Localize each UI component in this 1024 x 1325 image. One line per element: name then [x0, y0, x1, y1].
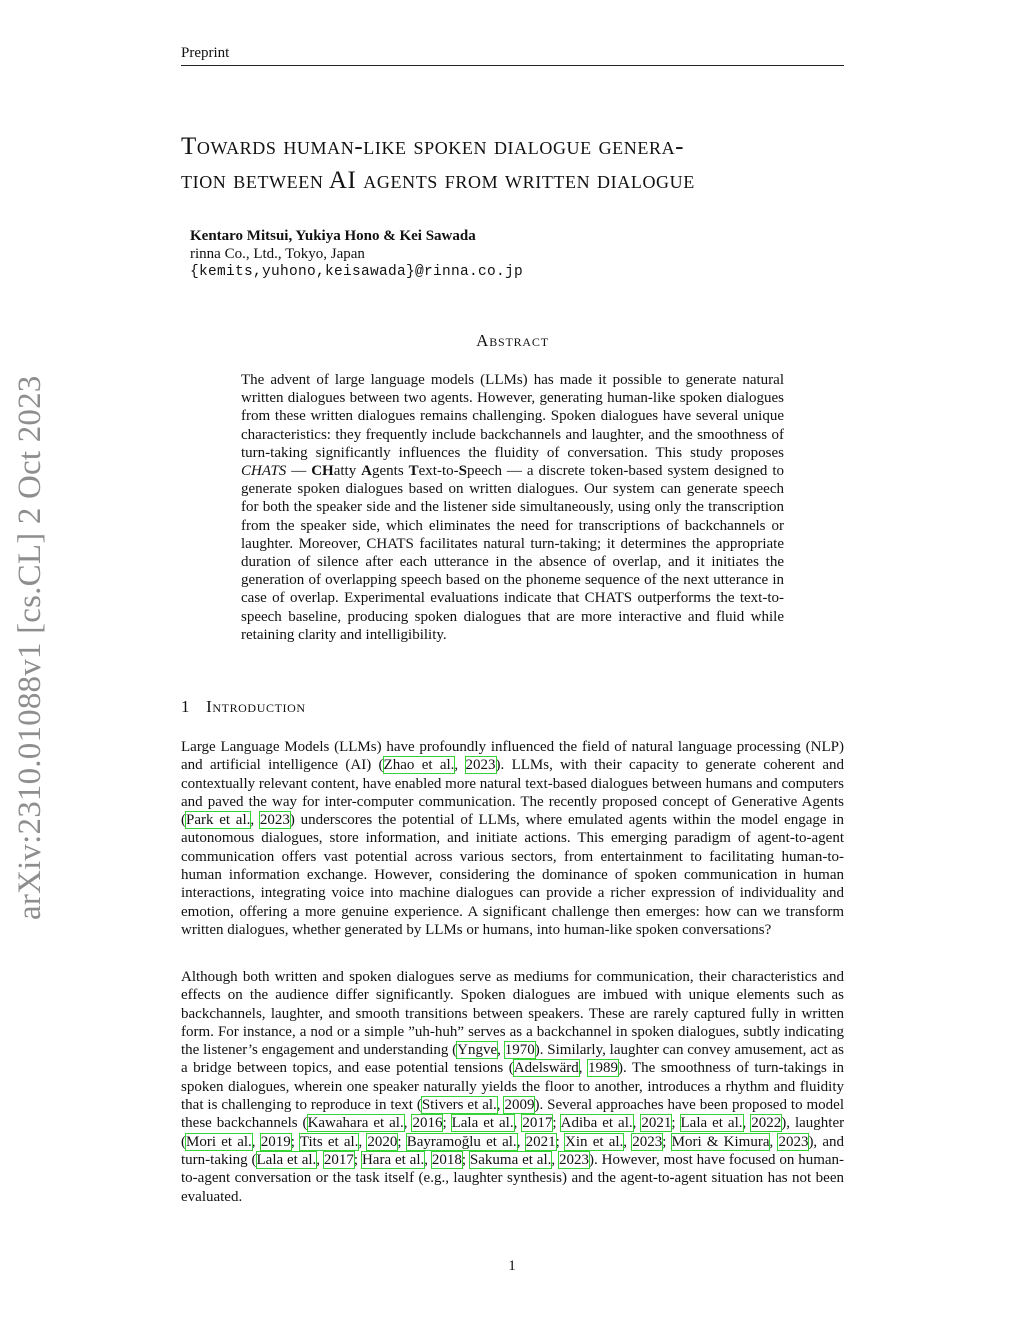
citation-year-link[interactable]: 2023 [465, 757, 496, 774]
citation-separator: ; [290, 1133, 300, 1150]
paragraph-text: ). The smoothness of turn-takings in spoken dialogues, wherein one speaker naturally yields the floor to another, introduces a rhythm and fluidity that is challenging to reproduce in text ( [181, 1060, 845, 1114]
citation-separator: ; [397, 1133, 407, 1150]
citation-separator: , [632, 1115, 642, 1132]
acronym-word-gents: gents [372, 463, 409, 480]
citation-year-link[interactable]: 2023 [778, 1133, 809, 1150]
header-rule [181, 65, 844, 66]
citation-link[interactable]: Mori et al. [186, 1133, 252, 1150]
citation-year-link[interactable]: 2022 [751, 1115, 782, 1132]
citation-separator: ; [555, 1133, 565, 1150]
citation-separator: ; [671, 1115, 681, 1132]
abstract-heading: Abstract [476, 331, 549, 350]
abstract-system-name: CHATS [241, 463, 287, 480]
abstract-text-part-a: The advent of large language models (LLMs) has made it possible to generate natural written dialogues between two agents. However, generating human-like spoken dialogues from these written dialogues remains challenging. Spoken dialogues have several unique characteristics: they frequently include backchannels and laughter, and the smoothness of turn-taking significantly influences the fluidity of conversation. This study proposes [241, 372, 784, 461]
running-header: Preprint [181, 45, 230, 61]
citation-separator: , [742, 1115, 752, 1132]
citation-separator: , [497, 1042, 505, 1059]
citation-separator: , [516, 1133, 526, 1150]
acronym-word-atty: atty [333, 463, 362, 480]
citation-year-link[interactable]: 1989 [588, 1060, 618, 1077]
citation-separator: ; [442, 1115, 452, 1132]
citation-separator: ; [353, 1151, 362, 1168]
citation-year-link[interactable]: 2017 [323, 1151, 354, 1168]
acronym-letter-ch: CH [311, 463, 334, 480]
page-number: 1 [508, 1258, 516, 1274]
paragraph-text: ). LLMs, with their capacity to generate coherent and contextually relevant content, have enabled more natural text-based dialogues between humans and computers and paved the way for inter-computer communication. The recently proposed concept of Generative Agents ( [181, 757, 844, 829]
citation-year-link[interactable]: 2016 [412, 1115, 443, 1132]
citation-link[interactable]: Stivers et al. [421, 1097, 497, 1114]
citation-separator: , [251, 1133, 261, 1150]
citation-separator: , [623, 1133, 633, 1150]
abstract-text [241, 371, 784, 644]
citation-link[interactable]: Zhao et al. [383, 757, 455, 774]
citation-year-link[interactable]: 2019 [260, 1133, 291, 1150]
citation-separator: , [316, 1151, 324, 1168]
citation-link[interactable]: Sakuma et al. [469, 1151, 552, 1168]
citation-year-link[interactable]: 2023 [259, 812, 290, 829]
citation-year-link[interactable]: 2018 [431, 1151, 462, 1168]
title-line-1: Towards human-like spoken dialogue genera- [181, 133, 685, 160]
citation-separator: ; [662, 1133, 672, 1150]
citation-year-link[interactable]: 2021 [525, 1133, 556, 1150]
citation-separator: , [513, 1115, 523, 1132]
citation-year-link[interactable]: 2021 [641, 1115, 672, 1132]
section-title: Introduction [206, 697, 306, 716]
paragraph-text: ). However, most have focused on human-to-agent conversation or the task itself (e.g., laughter synthesis) and the agent-to-agent situation has not been evaluated. [181, 1151, 845, 1205]
citation-link[interactable]: Park et al. [186, 812, 251, 829]
citation-link[interactable]: Tits et al. [299, 1133, 359, 1150]
citation-link[interactable]: Lala et al. [451, 1115, 514, 1132]
citation-link[interactable]: Adelswärd [513, 1060, 579, 1077]
citation-link[interactable]: Mori & Kimura [671, 1133, 770, 1150]
section-heading-introduction [181, 697, 306, 717]
paragraph-text: ). Similarly, laughter can convey amusement, act as a bridge between topics, and ease potential tensions ( [181, 1042, 845, 1077]
citation-link[interactable]: Bayramoğlu et al. [406, 1133, 517, 1150]
paragraph-text: Although both written and spoken dialogues serve as mediums for communication, their characteristics and effects on the audience differ significantly. Spoken dialogues are imbued with unique elements such as backchannels, laughter, and smooth transitions between speakers. These are rarely captured fully in written form. For instance, a nod or a simple ”uh-huh” serves as a backchannel in spoken dialogues, subtly indicating the listener’s engagement and understanding ( [181, 969, 844, 1059]
arxiv-identifier-stamp: arXiv:2310.01088v1 [cs.CL] 2 Oct 2023 [12, 375, 48, 920]
acronym-letter-s: S [458, 463, 467, 480]
paragraph-text: ). Several approaches have been proposed to model these backchannels ( [181, 1097, 844, 1132]
title-line-2: tion between AI agents from written dialogue [181, 167, 695, 194]
paragraph-text: ), and turn-taking ( [181, 1133, 845, 1168]
citation-separator: , [578, 1060, 588, 1077]
abstract-text-part-b: peech — a discrete token-based system designed to generate spoken dialogues based on written dialogues. Our system can generate speech for both the speaker side and the listener side simultaneously, using only the transcription from the speaker side, which eliminates the need for transcriptions of backchannels or laughter. Moreover, CHATS facilitates natural turn-taking; it determines the appropriate duration of silence after each utterance in the absence of overlap, and it initiates the generation of overlapping speech based on the phoneme sequence of the next utterance in case of overlap. Experimental evaluations indicate that CHATS outperforms the text-to-speech baseline, producing spoken dialogues that are more interactive and fluid while retaining clarity and intelligibility. [241, 463, 785, 643]
author-names: Kentaro Mitsui, Yukiya Hono & Kei Sawada [190, 228, 476, 244]
citation-year-link[interactable]: 1970 [504, 1042, 535, 1059]
abstract-dash: — [286, 463, 312, 480]
acronym-word-ext: ext-to- [418, 463, 459, 480]
intro-paragraph-2 [181, 968, 844, 1206]
citation-link[interactable]: Xin et al. [565, 1133, 624, 1150]
citation-link[interactable]: Yngve [457, 1042, 498, 1059]
citation-year-link[interactable]: 2009 [504, 1097, 535, 1114]
paragraph-text: Large Language Models (LLMs) have profoundly influenced the field of natural language processing (NLP) and artificial intelligence (AI) ( [181, 739, 844, 774]
section-number: 1 [181, 697, 191, 716]
citation-separator: , [769, 1133, 779, 1150]
paragraph-text: ) underscores the potential of LLMs, where emulated agents within the model engage in autonomous dialogues, store information, and initiate actions. This emerging paradigm of agent-to-agent communication offers vast potential across various sectors, from entertainment to facilitating human-to-human information exchange. However, considering the dominance of spoken communication in human interactions, integrating voice into machine dialogues can provide a richer expression of individuality and emotion, offering a more genuine experience. A significant challenge then emerges: how can we transform written dialogues, whether generated by LLMs or humans, into human-like spoken conversations? [181, 812, 844, 938]
author-emails: {kemits,yuhono,keisawada}@rinna.co.jp [190, 264, 524, 280]
citation-link[interactable]: Lala et al. [680, 1115, 743, 1132]
citation-separator: , [358, 1133, 368, 1150]
citation-link[interactable]: Hara et al. [361, 1151, 425, 1168]
citation-separator: ; [461, 1151, 470, 1168]
acronym-letter-t: T [408, 463, 419, 480]
intro-paragraph-1 [181, 738, 844, 939]
citation-separator: , [250, 812, 260, 829]
citation-link[interactable]: Kawahara et al. [307, 1115, 404, 1132]
author-block [190, 227, 523, 281]
citation-separator: , [403, 1115, 413, 1132]
paragraph-text: ), laughter ( [181, 1115, 845, 1150]
citation-separator: ; [552, 1115, 561, 1132]
citation-year-link[interactable]: 2020 [367, 1133, 398, 1150]
citation-link[interactable]: Adiba et al. [560, 1115, 633, 1132]
citation-year-link[interactable]: 2023 [632, 1133, 663, 1150]
author-affiliation: rinna Co., Ltd., Tokyo, Japan [190, 246, 365, 262]
paper-title [181, 130, 851, 198]
citation-separator: , [496, 1097, 505, 1114]
citation-year-link[interactable]: 2017 [522, 1115, 553, 1132]
citation-link[interactable]: Lala et al. [256, 1151, 317, 1168]
citation-separator: , [454, 757, 466, 774]
acronym-letter-a: A [361, 463, 372, 480]
citation-separator: , [551, 1151, 560, 1168]
citation-separator: , [424, 1151, 432, 1168]
citation-year-link[interactable]: 2023 [559, 1151, 590, 1168]
